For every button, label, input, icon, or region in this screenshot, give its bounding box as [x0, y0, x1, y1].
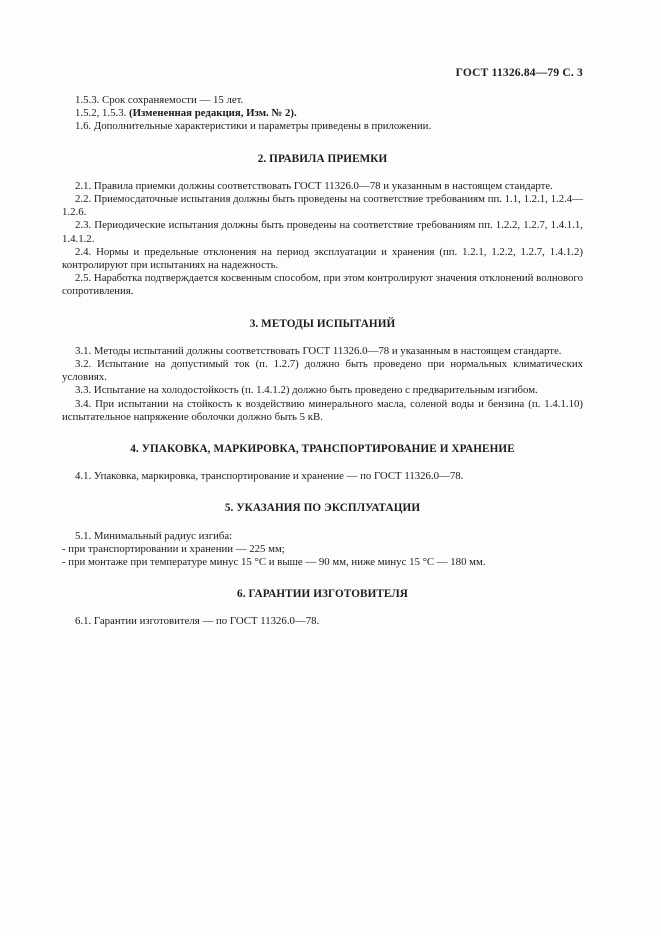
paragraph-2-4: 2.4. Нормы и предельные отклонения на период эксплуатации и хранения (пп. 1.2.1, 1.2.2, 1.2.7, 1.4.1.2) контролируют при испытаниях на надежность. — [62, 245, 583, 272]
paragraph-3-3: 3.3. Испытание на холодостойкость (п. 1.4.1.2) должно быть проведено с предварительным изгибом. — [75, 384, 538, 397]
section-2-title: 2. ПРАВИЛА ПРИЕМКИ — [257, 152, 388, 165]
paragraph-2-2: 2.2. Приемосдаточные испытания должны быть проведены на соответствие требованиям пп. 1.1, 1.2.1, 1.2.4—1.2.6. — [62, 193, 583, 219]
paragraph-4-1: 4.1. Упаковка, маркировка, транспортирование и хранение — по ГОСТ 11326.0—78. — [75, 470, 464, 483]
paragraph-5-1: 5.1. Минимальный радиус изгиба: — [75, 529, 233, 542]
paragraph-1-5-3: 1.5.3. Срок сохраняемости — 15 лет. — [75, 94, 244, 106]
list-item-transport: - при транспортировании и хранении — 225 мм; — [62, 542, 285, 555]
paragraph-amendment — [62, 107, 583, 120]
paragraph-6-1: 6.1. Гарантии изготовителя — по ГОСТ 11326.0—78. — [75, 615, 320, 628]
section-5-title: 5. УКАЗАНИЯ ПО ЭКСПЛУАТАЦИИ — [224, 502, 421, 515]
list-item-mounting: - при монтаже при температуре минус 15 °С и выше — 90 мм, ниже минус 15 °С — 180 мм. — [62, 556, 486, 569]
page-header: ГОСТ 11326.84—79 С. 3 — [455, 67, 583, 79]
paragraph-2-5: 2.5. Наработка подтверждается косвенным способом, при этом контролируют значения отклонений волнового сопротивления. — [62, 272, 583, 298]
section-4-title: 4. УПАКОВКА, МАРКИРОВКА, ТРАНСПОРТИРОВАНИЕ И ХРАНЕНИЕ — [130, 443, 515, 456]
paragraph-2-3: 2.3. Периодические испытания должны быть проведены на соответствие требованиям пп. 1.2.2, 1.2.7, 1.4.1.1, 1.4.1.2. — [62, 219, 583, 245]
paragraph-3-4: 3.4. При испытании на стойкость к воздействию минерального масла, соленой воды и бензина (п. 1.4.1.10) испытательное напряжение оболочки должно быть 5 кВ. — [62, 397, 583, 423]
paragraph-2-1: 2.1. Правила приемки должны соответствовать ГОСТ 11326.0—78 и указанным в настоящем стандарте. — [75, 179, 553, 192]
section-3-title: 3. МЕТОДЫ ИСПЫТАНИЙ — [249, 317, 396, 330]
paragraph-3-2: 3.2. Испытание на допустимый ток (п. 1.2.7) должно быть проведено при нормальных климатических условиях. — [62, 358, 583, 384]
amendment-note: (Измененная редакция, Изм. № 2). — [128, 107, 297, 120]
paragraph-1-6: 1.6. Дополнительные характеристики и параметры приведены в приложении. — [75, 120, 432, 133]
document-body — [62, 94, 583, 629]
paragraph-3-1: 3.1. Методы испытаний должны соответствовать ГОСТ 11326.0—78 и указанным в настоящем стандарте. — [75, 344, 562, 357]
amendment-ref: 1.5.2, 1.5.3. — [75, 107, 129, 120]
section-6-title: 6. ГАРАНТИИ ИЗГОТОВИТЕЛЯ — [237, 588, 408, 601]
